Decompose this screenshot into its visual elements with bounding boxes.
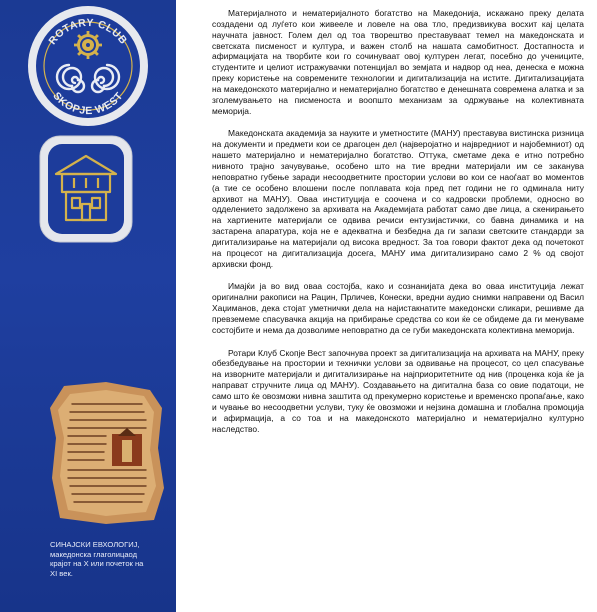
paragraph-intro: Материјалното и нематеријалното богатство на Македонија, искажано преку делата создадени од луѓето кои живееле и ловеле на ова тло, предизвикува восхит кај целата научната јавност. Голем дел од тоа творештво преставуваат темел на македонската и светската писменост и култура, и важен столб на нашата самобитност. Достапноста и афирмацијата на творбите кои го сочинуваат овој културен легат, посебно до учениците, студентите и целиот истражувачки потенцијал во земјата и надвор од неа, денеска е можна преку користење на современите технологии и дигитализација на истите. Дигитализацијата на македонското материјално и нематеријално богатство е денешната современа алатка и за зголемувањето на писменоста и воопшто механизам за одржување на колективната меморија. [212, 8, 584, 116]
manuscript-caption [50, 540, 172, 578]
caption-line: XI век. [50, 568, 73, 578]
house-logo [38, 134, 134, 244]
sidebar-edge [176, 0, 182, 612]
rotary-wheel-icon [74, 31, 102, 59]
manuscript-image [46, 378, 168, 528]
caption-line: СИНАЈСКИ ЕВХОЛОГИЈ, [50, 540, 140, 549]
caption-line: македонска глаголицаод [50, 549, 138, 559]
rotary-club-logo [27, 5, 149, 127]
paragraph-manu: Македонската академија за науките и уметностите (МАНУ) преставува вистинска ризница на документи и предмети кои се драгоцен дел (највероjатно и највредниот и најобемниот) од нашето материјално и нематеријално богатство. Оттука, сметаме дека е итно потребно нивното трајно зачувување, особено што на тие вредни материјали им се заканува неповратно губење заради несоодветните простории услови во кои се наоѓаат во моментов (а тие се особено влошени после поплавата која пред пет години не го одминала ниту архивот на МАНУ). Оваа институција е соочена и со кадровски проблеми, односно во одделението задолжено за архивата на Академијата работат само две лица, а скенирањето на хартиените материјали се одвива речиси ентузијастички, со бавна динамика и на застарена апаратура, која не е адекватна и безбедна да ги запази светските стандарди за дигитализирање на материјали од висока вредност. За тоа говори фактот дека од почетокот на процесот на дигитализација досега, МАНУ има дигитализирано само 2 % од својот архивски фонд. [212, 128, 584, 269]
logo-top-text: ROTARY CLUB [46, 16, 130, 47]
paragraph-project: Ротари Клуб Скопје Вест започнува проект за дигитализација на архивата на МАНУ, преку обезбедување на простории и технички услови за одвивање на процесот, со цел спасување на изворните материјали и дигитализирање на најприоритетните од нив (проценка која ќе ја направат стручните лица од МАНУ). Создавањето на дигитална база со овие податоци, не само што ќе овозможи нивна заштита од прекумерно користење и временско пропаѓање, како и чување во несоодветни услуви, туку ќе овозможи и нејзина домашна и глобална промоција и афирмација, а со тоа и на македонското материјално и нематеријално културно наследство. [212, 347, 584, 434]
paragraph-action: Имајќи ја во вид оваа состојба, како и сознанијата дека во оваа институција лежат оригинални ракописи на Рацин, Прличев, Конески, вредни аудио снимки направени од Васил Хаџиманов, дека стојат уметнички дела на најистакнатите македонски сликари, решивме да превземеме спасувачка акција на прибирање средства со кои ќе се обидеме да ги менуваме состојбите и нема да дозволиме неповратно да се губи македонската колективна меморија. [212, 281, 584, 335]
caption-line: крајот на X или почеток на [50, 559, 144, 569]
logo-bottom-text: SKOPJE WEST [50, 89, 126, 118]
logo-inner-disc [36, 14, 140, 118]
article-body [212, 8, 584, 434]
